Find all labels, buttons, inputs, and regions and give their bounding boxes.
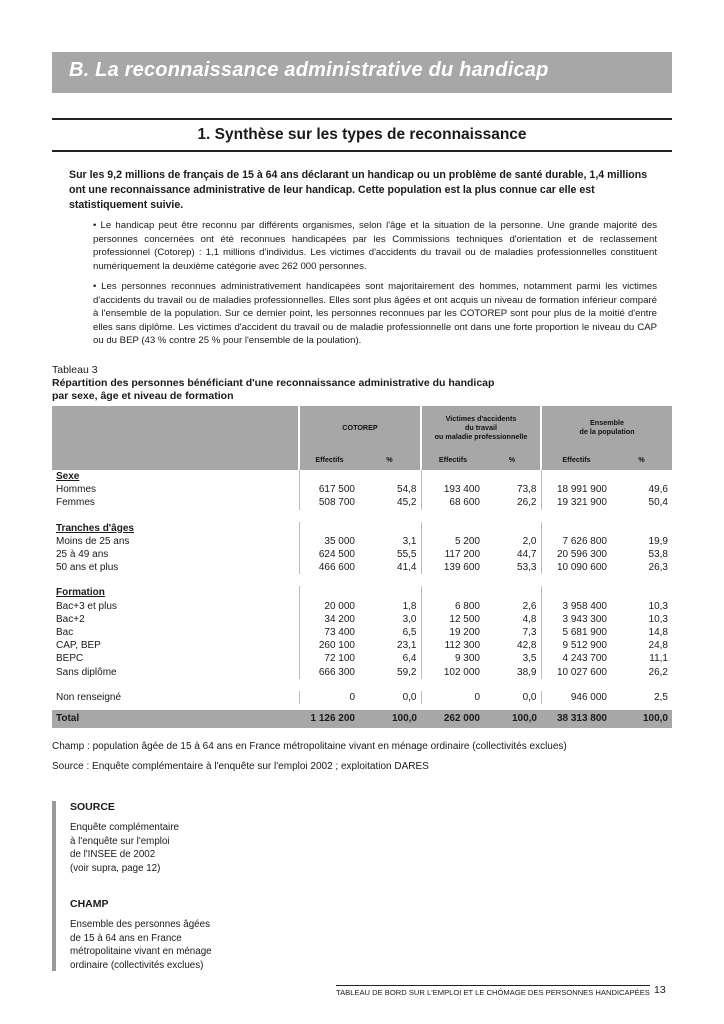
table-cell: 53,8 xyxy=(648,549,668,561)
table-cell: 7 626 800 xyxy=(541,535,611,548)
table-cell: 11,1 xyxy=(649,653,668,665)
table-cell: 9 300 xyxy=(421,652,484,665)
table-cell: 6 800 xyxy=(421,600,484,613)
table-label: Tableau 3 xyxy=(52,364,98,376)
section-banner xyxy=(52,52,672,93)
empty-cell xyxy=(299,586,359,599)
table-row xyxy=(52,561,672,574)
table-row xyxy=(52,639,672,652)
table-cell: 26,3 xyxy=(648,562,668,574)
group-header-line: du travail xyxy=(465,422,497,432)
table-header-row xyxy=(52,406,672,448)
row-label: Sans diplôme xyxy=(56,666,117,678)
sidebox-line: Ensemble des personnes âgées xyxy=(70,919,210,930)
group-header-ensemble xyxy=(541,406,672,448)
subcol-header: Effectifs xyxy=(421,448,484,470)
group-header-line: Victimes d'accidents xyxy=(445,413,517,423)
running-footer: TABLEAU DE BORD SUR L'EMPLOI ET LE CHÔMAGE DES PERSONNES HANDICAPÉES xyxy=(336,985,650,997)
table-cell: 41,4 xyxy=(397,562,417,574)
sidebox-line: à l'enquête sur l'emploi xyxy=(70,835,170,847)
table-cell: 72 100 xyxy=(299,652,359,665)
spacer-row xyxy=(52,510,672,522)
empty-cell xyxy=(484,586,541,599)
table-cell: 117 200 xyxy=(421,548,484,561)
table-notes xyxy=(52,737,692,777)
table-cell: 6,4 xyxy=(402,653,417,665)
table-cell: 10,3 xyxy=(648,600,668,612)
table-title-line: par sexe, âge et niveau de formation xyxy=(52,390,234,402)
table-row xyxy=(52,548,672,561)
row-label: 50 ans et plus xyxy=(56,562,119,574)
table-cell: 7,3 xyxy=(522,627,537,639)
table-cell: 73 400 xyxy=(299,626,359,639)
row-label: Non renseigné xyxy=(56,691,122,703)
row-label: CAP, BEP xyxy=(56,640,101,652)
table-cell: 508 700 xyxy=(299,496,359,509)
table-row xyxy=(52,691,672,704)
empty-cell xyxy=(611,470,672,483)
table-cell: 35 000 xyxy=(299,535,359,548)
group-header-line: Ensemble xyxy=(590,418,624,427)
subsection-title: 1. Synthèse sur les types de reconnaissance xyxy=(197,126,527,143)
row-label: Hommes xyxy=(56,484,97,496)
table-cell: 50,4 xyxy=(648,497,668,509)
empty-cell xyxy=(484,522,541,535)
source-sidebox xyxy=(52,801,256,971)
table-cell: 3,1 xyxy=(402,535,417,547)
table-cell: 19,9 xyxy=(648,535,668,547)
table-cell: 466 600 xyxy=(299,561,359,574)
group-header-cotorep xyxy=(299,406,421,448)
champ-note: Champ : population âgée de 15 à 64 ans en France métropolitaine vivant en ménage ordinaire (collectivités exclues) xyxy=(52,741,567,752)
section-heading: Sexe xyxy=(56,471,80,482)
total-cell: 100,0 xyxy=(359,710,421,728)
section-heading-row xyxy=(52,586,672,599)
table-cell: 38,9 xyxy=(517,666,537,678)
table-cell: 4 243 700 xyxy=(541,652,611,665)
table-cell: 2,5 xyxy=(654,691,668,703)
table-row xyxy=(52,666,672,679)
table-row xyxy=(52,496,672,509)
table-cell: 112 300 xyxy=(421,639,484,652)
table-row xyxy=(52,613,672,626)
empty-cell xyxy=(299,522,359,535)
table-cell: 5 681 900 xyxy=(541,626,611,639)
page-number: 13 xyxy=(654,984,666,996)
table-cell: 1,8 xyxy=(402,600,417,612)
sidebox-line: Enquête complémentaire xyxy=(70,822,179,833)
empty-cell xyxy=(359,470,421,483)
empty-cell xyxy=(421,470,484,483)
empty-cell xyxy=(484,470,541,483)
table-cell: 3 958 400 xyxy=(541,600,611,613)
row-label: Bac xyxy=(56,627,74,639)
table-cell: 53,3 xyxy=(517,562,537,574)
table-row xyxy=(52,535,672,548)
table-cell: 946 000 xyxy=(541,691,611,704)
table-cell: 5 200 xyxy=(421,535,484,548)
table-cell: 6,5 xyxy=(402,627,417,639)
section-heading: Tranches d'âges xyxy=(56,522,134,534)
table-cell: 34 200 xyxy=(299,613,359,626)
total-cell: 38 313 800 xyxy=(541,710,611,728)
table-cell: 12 500 xyxy=(421,613,484,626)
header-blank xyxy=(52,448,299,470)
empty-cell xyxy=(359,522,421,535)
table-cell: 73,8 xyxy=(517,484,537,496)
sidebox-champ-text xyxy=(70,918,256,972)
table-title-line: Répartition des personnes bénéficiant d'une reconnaissance administrative du handicap xyxy=(52,377,495,389)
table-cell: 9 512 900 xyxy=(541,639,611,652)
table-cell: 624 500 xyxy=(299,548,359,561)
subcol-header: % xyxy=(611,448,672,470)
sidebox-line: de 15 à 64 ans en France xyxy=(70,932,182,944)
empty-cell xyxy=(541,586,611,599)
table-cell: 0,0 xyxy=(522,691,537,703)
table-cell: 3 943 300 xyxy=(541,613,611,626)
sidebox-champ-title: CHAMP xyxy=(70,898,109,910)
group-header-line: de la population xyxy=(579,427,635,436)
table-cell: 68 600 xyxy=(421,496,484,509)
table-cell: 4,8 xyxy=(522,613,537,625)
table-cell: 2,6 xyxy=(522,600,537,612)
table-cell: 2,0 xyxy=(522,535,537,547)
header-blank xyxy=(52,406,299,448)
row-label: Femmes xyxy=(56,497,95,509)
total-cell: 100,0 xyxy=(484,710,541,728)
sidebox-line: ordinaire (collectivités exclues) xyxy=(70,959,204,971)
row-label: 25 à 49 ans xyxy=(56,549,109,561)
empty-cell xyxy=(611,586,672,599)
table-cell: 10 027 600 xyxy=(541,666,611,679)
table-cell: 45,2 xyxy=(397,497,417,509)
empty-cell xyxy=(359,586,421,599)
subcol-header: Effectifs xyxy=(541,448,611,470)
sidebox-line: (voir supra, page 12) xyxy=(70,862,161,874)
subcol-header: Effectifs xyxy=(299,448,359,470)
table-cell: 193 400 xyxy=(421,483,484,496)
empty-cell xyxy=(541,470,611,483)
table-cell: 44,7 xyxy=(517,549,537,561)
empty-cell xyxy=(541,522,611,535)
row-label: BEPC xyxy=(56,653,84,665)
table-cell: 102 000 xyxy=(421,666,484,679)
table-cell: 3,5 xyxy=(522,653,537,665)
row-label: Bac+3 et plus xyxy=(56,600,117,612)
sidebox-line: métropolitaine vivant en ménage xyxy=(70,946,212,957)
sidebox-source-text xyxy=(70,821,256,875)
table-cell: 10,3 xyxy=(648,613,668,625)
table-cell: 20 000 xyxy=(299,600,359,613)
empty-cell xyxy=(299,470,359,483)
table-row xyxy=(52,652,672,665)
total-cell: 100,0 xyxy=(611,710,672,728)
table-cell: 617 500 xyxy=(299,483,359,496)
subcol-header: % xyxy=(484,448,541,470)
bullet-item: • Les personnes reconnues administrativement handicapées sont majoritairement des hommes, notamment parmi les victimes d'accidents du travail ou de maladies professionnelles. Elles sont plus âgées et ont acquis un niveau de formation inférieur comparé à l'ensemble de la population. Sur ce dernier point, les personnes reconnues par les COTOREP sont pour plus de la moitié d'entre elles sans diplôme. Les victimes d'accident du travail ou de maladie professionnelle ont dans une forte proportion le niveau du CAP ou du BEP (43 % contre 25 % pour l'ensemble de la poulation). xyxy=(93,281,657,346)
table-cell: 3,0 xyxy=(402,613,417,625)
table-row xyxy=(52,483,672,496)
group-header-accidents xyxy=(421,406,541,448)
table-cell: 0 xyxy=(299,691,359,704)
section-heading: Formation xyxy=(56,587,105,599)
table-body xyxy=(52,470,672,728)
sidebox-line: de l'INSEE de 2002 xyxy=(70,849,156,860)
table-cell: 19 321 900 xyxy=(541,496,611,509)
row-label: Bac+2 xyxy=(56,613,85,625)
table-cell: 19 200 xyxy=(421,626,484,639)
table-cell: 59,2 xyxy=(397,666,417,678)
group-header-line: ou maladie professionnelle xyxy=(434,431,528,441)
total-row xyxy=(52,710,672,728)
table-row xyxy=(52,600,672,613)
table-cell: 23,1 xyxy=(397,640,417,652)
group-header-line: COTOREP xyxy=(342,422,378,432)
table-cell: 0 xyxy=(421,691,484,704)
spacer-row xyxy=(52,679,672,691)
spacer-row xyxy=(52,574,672,586)
table-cell: 666 300 xyxy=(299,666,359,679)
table-cell: 20 596 300 xyxy=(541,548,611,561)
table-cell: 26,2 xyxy=(517,497,537,509)
section-heading-row xyxy=(52,522,672,535)
table-caption xyxy=(52,364,672,403)
total-cell: 262 000 xyxy=(421,710,484,728)
empty-cell xyxy=(421,522,484,535)
table-cell: 42,8 xyxy=(517,640,537,652)
section-heading-row xyxy=(52,470,672,483)
total-label: Total xyxy=(52,710,299,728)
sidebox-source-title: SOURCE xyxy=(70,801,115,813)
table-cell: 0,0 xyxy=(402,691,417,703)
table-cell: 24,8 xyxy=(648,640,668,652)
total-cell: 1 126 200 xyxy=(299,710,359,728)
table-cell: 55,5 xyxy=(397,549,417,561)
data-table xyxy=(52,406,672,728)
spacer-cell xyxy=(52,679,672,691)
table-cell: 54,8 xyxy=(397,484,417,496)
bullet-item: • Le handicap peut être reconnu par différents organismes, selon l'âge et la situation de la personne. Une grande majorité des personnes concernées ont été reconnues handicapées par les Commissions techniques d'orientation et de reclassement professionnel (Cotorep) : 1,1 millions d'individus. Les victimes d'accidents du travail ou de maladies professionnelles constituent numériquement la deuxième catégorie avec 262 000 personnes. xyxy=(93,220,657,272)
table-cell: 26,2 xyxy=(648,666,668,678)
intro-paragraph: Sur les 9,2 millions de français de 15 à 64 ans déclarant un handicap ou un problème de santé durable, 1,4 millions ont une reconnaissance administrative de leur handicap. Cette population est la plus connue car elle est statistiquement suivie. xyxy=(69,169,648,211)
table-cell: 139 600 xyxy=(421,561,484,574)
row-label: Moins de 25 ans xyxy=(56,535,130,547)
empty-cell xyxy=(611,522,672,535)
section-title: B. La reconnaissance administrative du handicap xyxy=(69,59,549,81)
spacer-cell xyxy=(52,510,672,522)
table-cell: 260 100 xyxy=(299,639,359,652)
source-note: Source : Enquête complémentaire à l'enquête sur l'emploi 2002 ; exploitation DARES xyxy=(52,761,429,772)
table-cell: 18 991 900 xyxy=(541,483,611,496)
subsection-header xyxy=(52,118,672,152)
table-cell: 49,6 xyxy=(648,484,668,496)
subcol-header: % xyxy=(359,448,421,470)
table-subheader-row xyxy=(52,448,672,470)
table-cell: 10 090 600 xyxy=(541,561,611,574)
empty-cell xyxy=(421,586,484,599)
bullet-list xyxy=(93,219,657,355)
table-row xyxy=(52,626,672,639)
spacer-cell xyxy=(52,574,672,586)
table-cell: 14,8 xyxy=(648,627,668,639)
